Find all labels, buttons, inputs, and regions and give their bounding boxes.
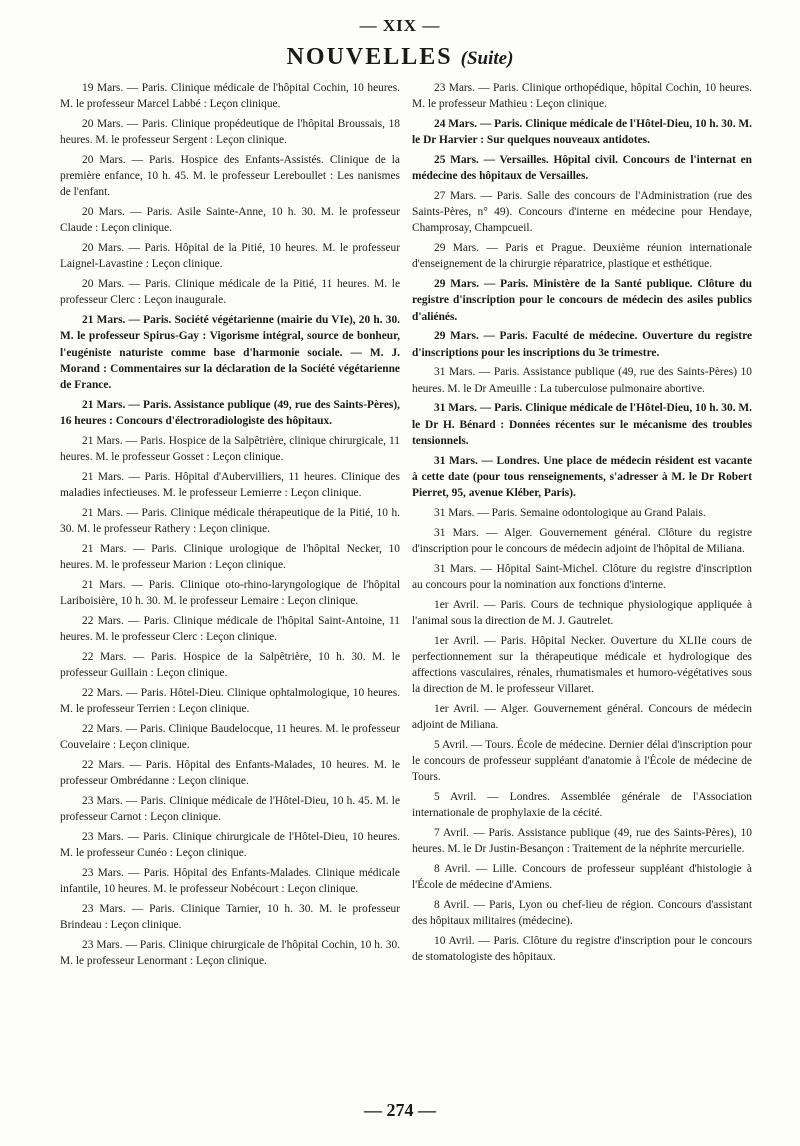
section-title [0,44,800,71]
news-entry: 21 Mars. — Paris. Clinique urologique de l'hôpital Necker, 10 heures. M. le professeur Marion : Leçon clinique. [60,542,400,572]
news-entry: 20 Mars. — Paris. Clinique propédeutique de l'hôpital Broussais, 18 heures. M. le professeur Sergent : Leçon clinique. [60,118,400,147]
news-entry: 21 Mars. — Paris. Clinique oto-rhino-laryngologique de l'hôpital Lariboisière, 10 h. 30. M. le professeur Lemaire : Leçon clinique. [60,578,400,608]
news-entry: 21 Mars. — Paris. Hôpital d'Aubervilliers, 11 heures. Clinique des maladies infectieuses. M. le professeur Lemierre : Leçon clinique. [60,470,400,500]
news-entry: 22 Mars. — Paris. Clinique médicale de l'hôpital Saint-Antoine, 11 heures. M. le professeur Clerc : Leçon clinique. [60,614,400,644]
news-entry: 21 Mars. — Paris. Hospice de la Salpêtrière, clinique chirurgicale, 11 heures. M. le professeur Gosset : Leçon clinique. [60,434,400,464]
news-entry: 23 Mars. — Paris. Clinique chirurgicale de l'hôpital Cochin, 10 h. 30. M. le professeur Lenormant : Leçon clinique. [60,938,400,968]
news-entry: 1er Avril. — Paris. Cours de technique physiologique appliquée à l'animal sous la direction de M. J. Gautrelet. [412,598,752,627]
news-entry: 23 Mars. — Paris. Clinique orthopédique, hôpital Cochin, 10 heures. M. le professeur Mathieu : Leçon clinique. [412,82,752,111]
news-entry: 23 Mars. — Paris. Hôpital des Enfants-Malades. Clinique médicale infantile, 10 heures. M. le professeur Nobécourt : Leçon clinique. [60,866,400,896]
news-entry: 10 Avril. — Paris. Clôture du registre d'inscription pour le concours de stomatologiste des hôpitaux. [412,935,752,964]
left-column [60,80,400,973]
news-entry: 31 Mars. — Hôpital Saint-Michel. Clôture du registre d'inscription au concours pour la nomination aux fonctions d'interne. [412,562,752,591]
news-entry: 25 Mars. — Versailles. Hôpital civil. Concours de l'internat en médecine des hôpitaux de Versailles. [412,154,752,183]
news-entry: 1er Avril. — Alger. Gouvernement général. Concours de médecin adjoint de Miliana. [412,703,752,732]
news-entry: 22 Mars. — Paris. Hôpital des Enfants-Malades, 10 heures. M. le professeur Ombrédanne : Leçon clinique. [60,758,400,788]
news-entry: 29 Mars. — Paris. Ministère de la Santé publique. Clôture du registre d'inscription pour le concours de médecin des asiles publics d'aliénés. [412,278,752,323]
news-entry: 22 Mars. — Paris. Hospice de la Salpêtrière, 10 h. 30. M. le professeur Guillain : Leçon clinique. [60,650,400,680]
news-entry: 1er Avril. — Paris. Hôpital Necker. Ouverture du XLIIe cours de perfectionnement sur la thérapeutique médicale et hydrologique des affections vasculaires, rénales, rhumatismales et humoro-végétatives sous la direction de M. le professeur Villaret. [412,634,752,696]
roman-page-number: — XIX — [359,16,441,35]
title-text: NOUVELLES [286,44,453,70]
news-entry: 27 Mars. — Paris. Salle des concours de l'Administration (rue des Saints-Pères, n° 49). Concours d'interne en médecine pour Hendaye, Champrosay, Champcueil. [412,190,752,235]
news-entry: 8 Avril. — Paris, Lyon ou chef-lieu de région. Concours d'assistant des hôpitaux militaires (médecine). [412,899,752,928]
news-entry: 29 Mars. — Paris et Prague. Deuxième réunion internationale d'enseignement de la chirurgie réparatrice, plastique et esthétique. [412,242,752,271]
news-entry: 19 Mars. — Paris. Clinique médicale de l'hôpital Cochin, 10 heures. M. le professeur Marcel Labbé : Leçon clinique. [60,82,400,111]
news-entry: 31 Mars. — Paris. Semaine odontologique au Grand Palais. [434,506,706,519]
news-entry: 31 Mars. — Paris. Clinique médicale de l'Hôtel-Dieu, 10 h. 30. M. le Dr H. Bénard : Données récentes sur le mécanisme des troubles tensionnels. [412,402,752,447]
news-entry: 22 Mars. — Paris. Clinique Baudelocque, 11 heures. M. le professeur Couvelaire : Leçon clinique. [60,722,400,752]
news-entry: 23 Mars. — Paris. Clinique Tarnier, 10 h. 30. M. le professeur Brindeau : Leçon clinique. [60,902,400,932]
news-entry: 29 Mars. — Paris. Faculté de médecine. Ouverture du registre d'inscriptions pour les inscriptions du 3e trimestre. [412,330,752,359]
news-entry: 20 Mars. — Paris. Hôpital de la Pitié, 10 heures. M. le professeur Laignel-Lavastine : Leçon clinique. [60,242,400,271]
news-entry: 24 Mars. — Paris. Clinique médicale de l'Hôtel-Dieu, 10 h. 30. M. le Dr Harvier : Sur quelques nouveaux antidotes. [412,118,752,147]
news-entry: 8 Avril. — Lille. Concours de professeur suppléant d'histologie à l'École de médecine d'Amiens. [412,863,752,892]
news-entry: 31 Mars. — Alger. Gouvernement général. Clôture du registre d'inscription pour le concours de médecin adjoint de l'hôpital de Miliana. [412,526,752,555]
news-entry: 21 Mars. — Paris. Société végétarienne (mairie du VIe), 20 h. 30. M. le professeur Spirus-Gay : Vigorisme intégral, source de bonheur, l'eugéniste naturiste comme base d'harmonie sociale. — M. J. Morand : Commentaires sur la déclaration de la Société végétarienne de France. [60,314,400,392]
news-entry: 20 Mars. — Paris. Asile Sainte-Anne, 10 h. 30. M. le professeur Claude : Leçon clinique. [60,206,400,235]
news-entry: 21 Mars. — Paris. Assistance publique (49, rue des Saints-Pères), 16 heures : Concours d'électroradiologiste des hôpitaux. [60,398,400,428]
page-number: — 274 — [364,1100,436,1120]
news-entry: 21 Mars. — Paris. Clinique médicale thérapeutique de la Pitié, 10 h. 30. M. le professeur Rathery : Leçon clinique. [60,506,400,536]
news-entry: 7 Avril. — Paris. Assistance publique (49, rue des Saints-Pères), 10 heures. M. le Dr Justin-Besançon : Traitement de la néphrite mercurielle. [412,827,752,856]
title-suite: (Suite) [460,48,514,69]
news-entry: 31 Mars. — Paris. Assistance publique (49, rue des Saints-Pères) 10 heures. M. le Dr Ameuille : La tuberculose pulmonaire abortive. [412,366,752,395]
news-entry: 23 Mars. — Paris. Clinique chirurgicale de l'Hôtel-Dieu, 10 heures. M. le professeur Cunéo : Leçon clinique. [60,830,400,860]
news-entry: 20 Mars. — Paris. Clinique médicale de la Pitié, 11 heures. M. le professeur Clerc : Leçon inaugurale. [60,278,400,307]
news-entry: 20 Mars. — Paris. Hospice des Enfants-Assistés. Clinique de la première enfance, 10 h. 45. M. le professeur Lereboullet : Les nanismes de l'enfant. [60,154,400,199]
news-entry: 23 Mars. — Paris. Clinique médicale de l'Hôtel-Dieu, 10 h. 45. M. le professeur Carnot : Leçon clinique. [60,794,400,824]
news-entry: 5 Avril. — Londres. Assemblée générale de l'Association internationale de prophylaxie de la cécité. [412,791,752,820]
right-column [412,80,752,969]
news-entry: 22 Mars. — Paris. Hôtel-Dieu. Clinique ophtalmologique, 10 heures. M. le professeur Terrien : Leçon clinique. [60,686,400,716]
news-entry: 5 Avril. — Tours. École de médecine. Dernier délai d'inscription pour le concours de professeur suppléant d'anatomie à l'École de médecine de Tours. [412,739,752,784]
news-entry: 31 Mars. — Londres. Une place de médecin résident est vacante à cette date (pour tous renseignements, s'adresser à M. le Dr Robert Pierret, 95, avenue Kléber, Paris). [412,454,752,500]
